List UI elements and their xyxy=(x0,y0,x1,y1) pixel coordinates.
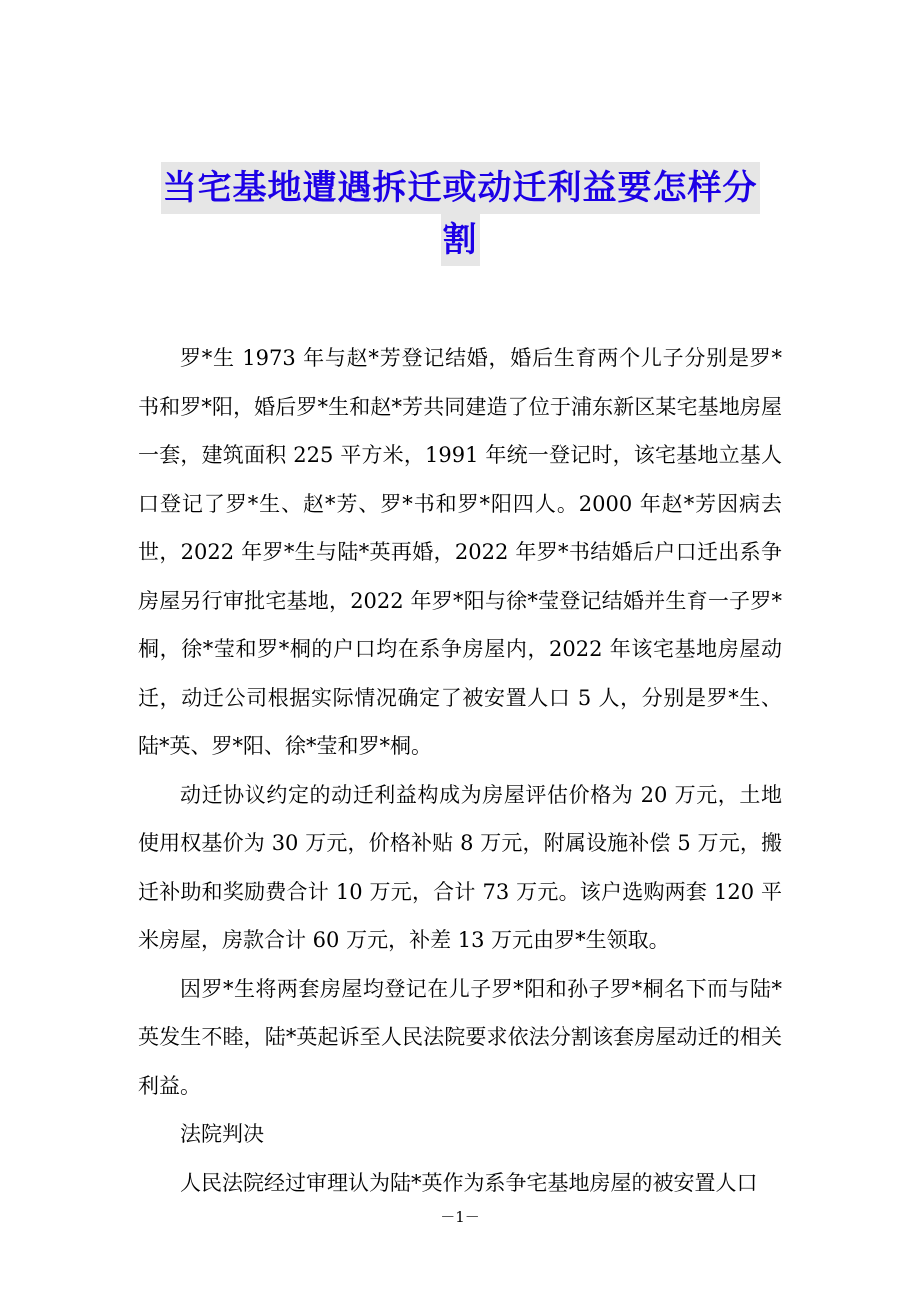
section-heading-court-ruling: 法院判决 xyxy=(180,1122,264,1146)
document-body xyxy=(138,334,782,1207)
title-line-1: 当宅基地遭遇拆迁或动迁利益要怎样分 xyxy=(161,162,760,214)
page-number: －1－ xyxy=(440,1208,480,1226)
paragraph-background: 罗*生 1973 年与赵*芳登记结婚，婚后生育两个儿子分别是罗*书和罗*阳，婚后罗*生和赵*芳共同建造了位于浦东新区某宅基地房屋一套，建筑面积 225 平方米，1991 年统一登记时，该宅基地立基人口登记了罗*生、赵*芳、罗*书和罗*阳四人。2000 年赵*芳因病去世，2022 年罗*生与陆*英再婚，2022 年罗*书结婚后户口迁出系争房屋另行审批宅基地，2022 年罗*阳与徐*莹登记结婚并生育一子罗*桐，徐*莹和罗*桐的户口均在系争房屋内，2022 年该宅基地房屋动迁，动迁公司根据实际情况确定了被安置人口 5 人，分别是罗*生、陆*英、罗*阳、徐*莹和罗*桐。 xyxy=(138,346,782,758)
paragraph-compensation: 动迁协议约定的动迁利益构成为房屋评估价格为 20 万元，土地使用权基价为 30 万元，价格补贴 8 万元，附属设施补偿 5 万元，搬迁补助和奖励费合计 10 万元，合计 73 万元。该户选购两套 120 平米房屋，房款合计 60 万元，补差 13 万元由罗*生领取。 xyxy=(138,782,782,952)
paragraph-ruling: 人民法院经过审理认为陆*英作为系争宅基地房屋的被安置人口 xyxy=(180,1170,758,1195)
paragraph-dispute: 因罗*生将两套房屋均登记在儿子罗*阳和孙子罗*桐名下而与陆*英发生不睦，陆*英起诉至人民法院要求依法分割该套房屋动迁的相关利益。 xyxy=(138,976,782,1098)
document-title xyxy=(100,162,820,266)
title-line-2: 割 xyxy=(441,214,480,266)
